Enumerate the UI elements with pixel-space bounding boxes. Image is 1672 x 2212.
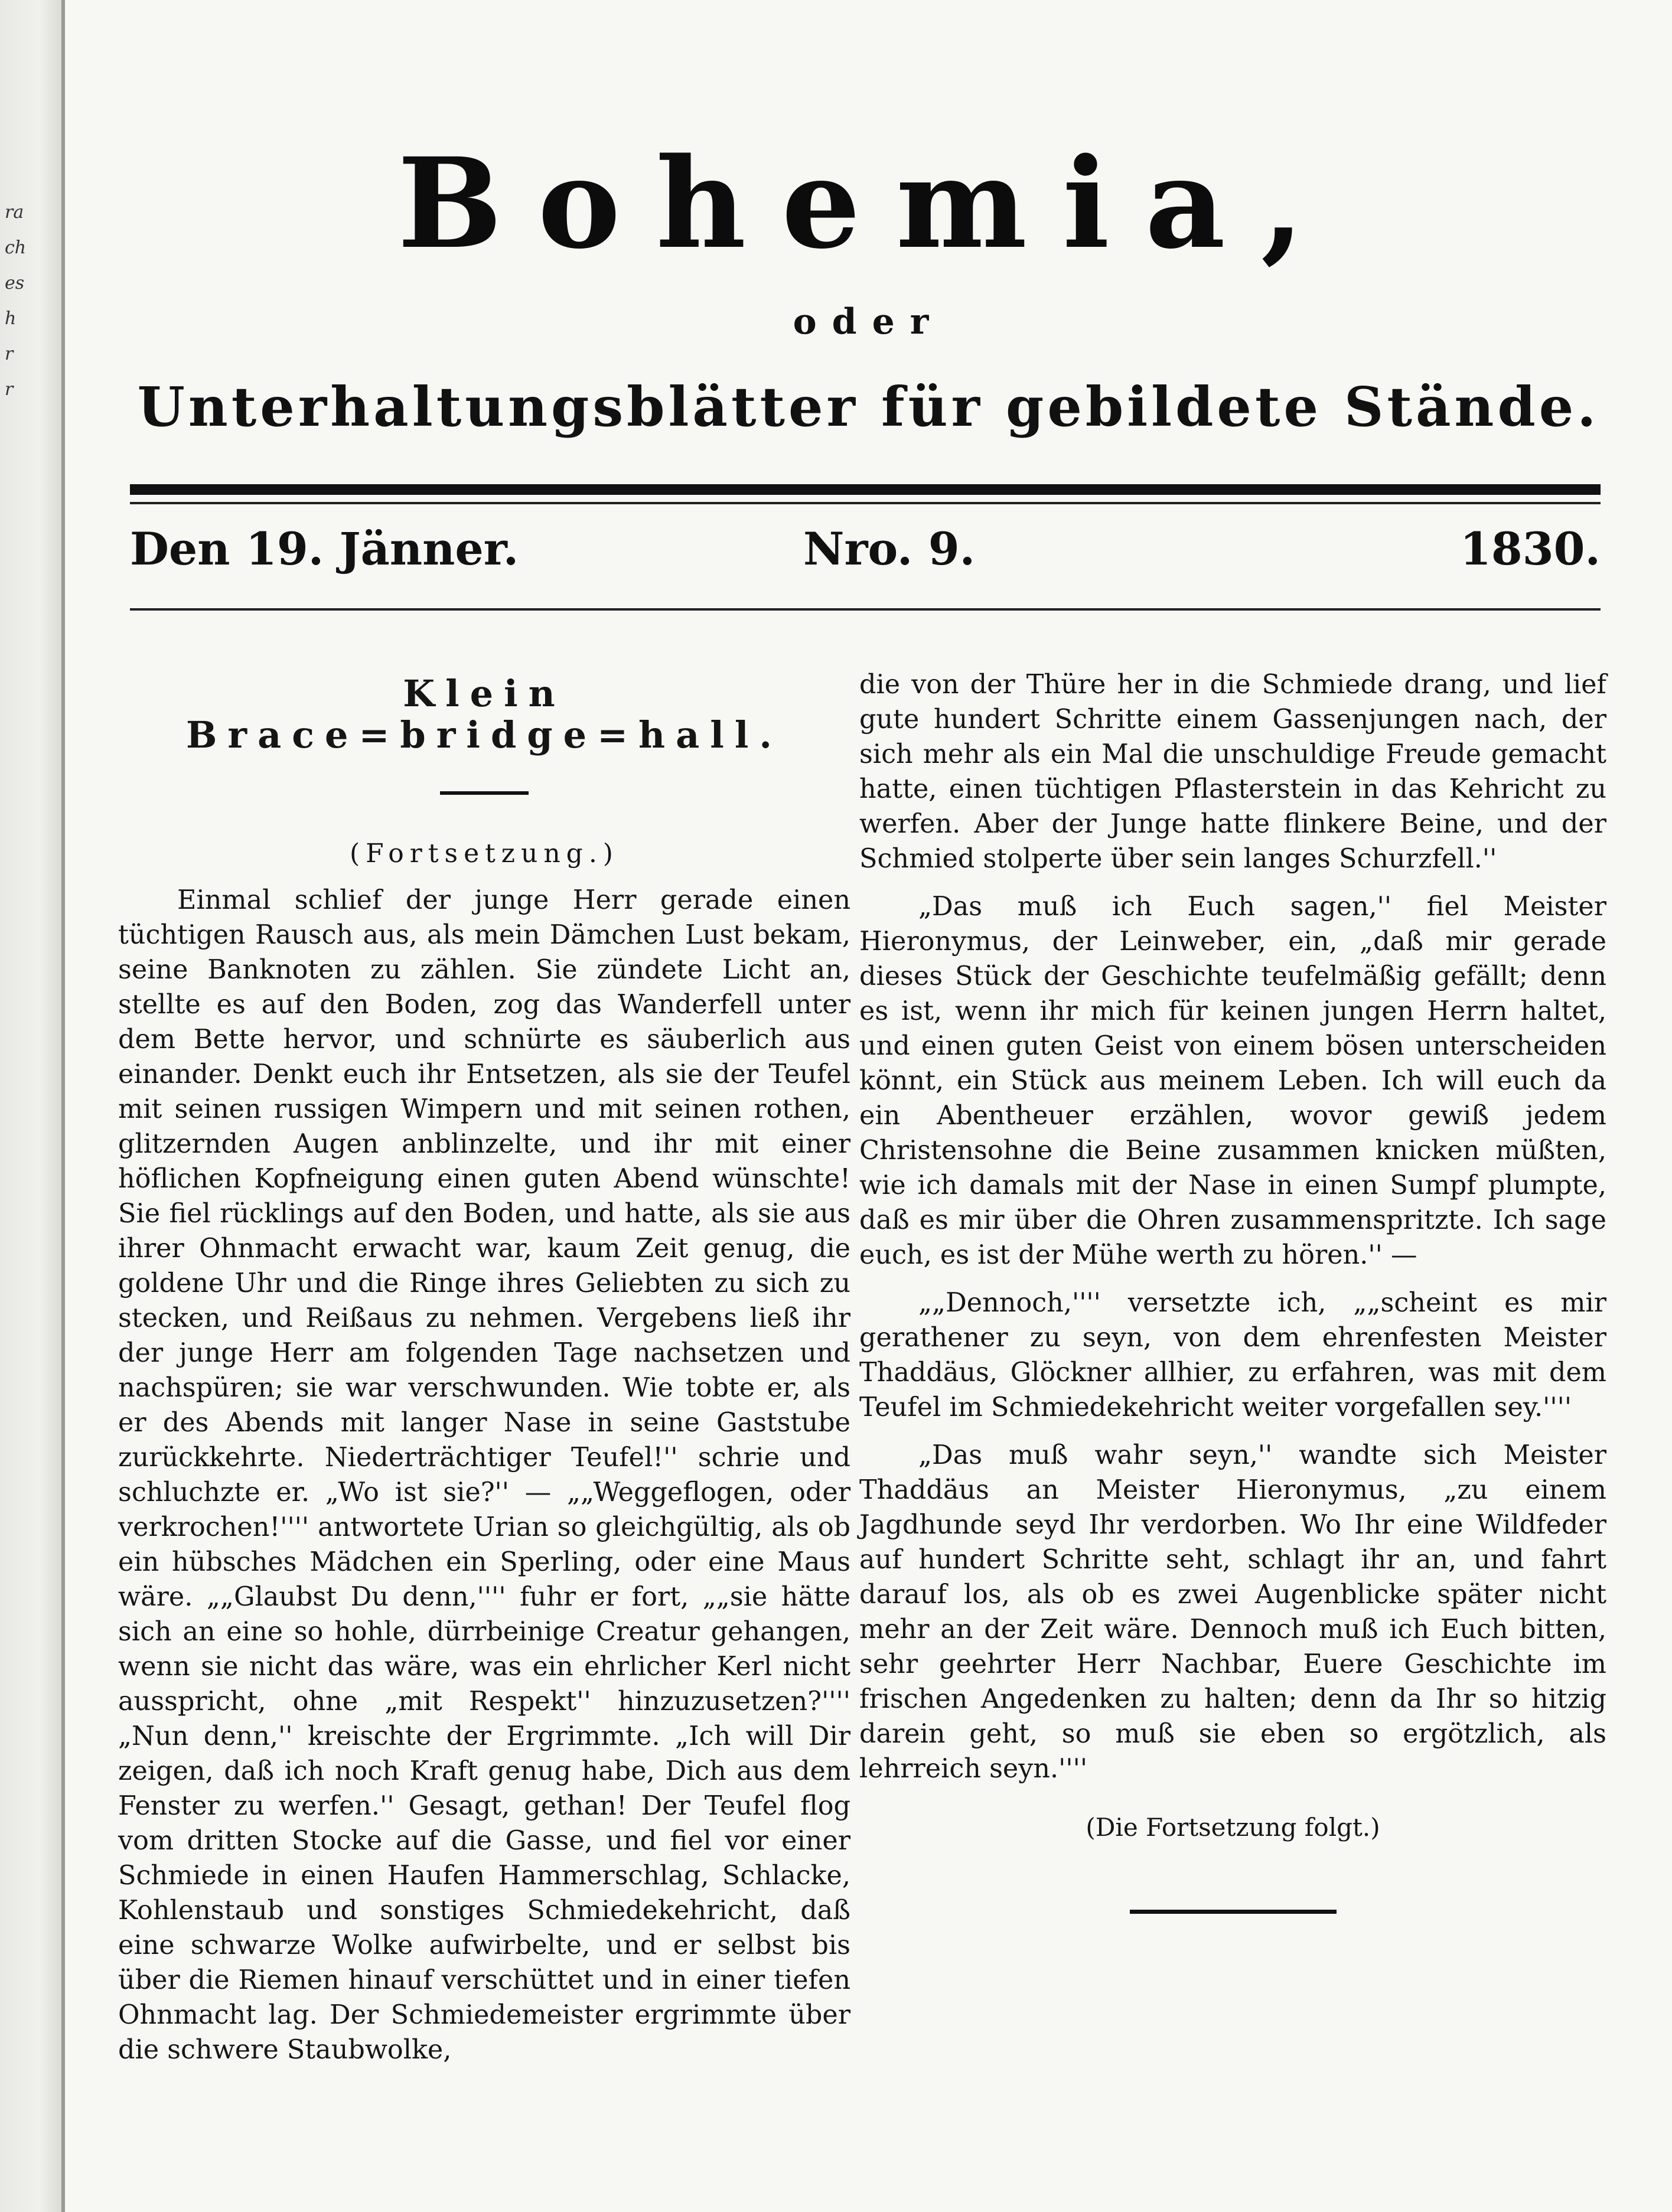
- dateline: [130, 523, 1601, 588]
- issue-date: Den 19. Jänner.: [130, 523, 519, 575]
- newspaper-subtitle: Unterhaltungsblätter für gebildete Stände.: [137, 375, 1600, 439]
- dateline-rule: [130, 608, 1601, 611]
- fragment: ra: [5, 202, 24, 223]
- article-end-rule: [1130, 1910, 1337, 1914]
- masthead-oder: oder: [793, 301, 944, 342]
- newspaper-page: [65, 0, 1672, 2212]
- article-paragraph: die von der Thüre her in die Schmiede drang, und lief gute hundert Schritte einem Gassenjungen nach, der sich mehr als ein Mal die unschuldige Freude gemacht hatte, einen tüchtigen Pflasterstein in das Kehricht zu werfen. Aber der Junge hatte flinkere Beine, und der Schmied stolperte über sein langes Schurzfell.'': [859, 670, 1606, 874]
- masthead: [65, 130, 1672, 276]
- issue-year: 1830.: [1460, 523, 1601, 575]
- issue-number: Nro. 9.: [803, 523, 976, 575]
- article-title: Klein Brace=bridge=hall.: [186, 672, 783, 756]
- newspaper-title: Bohemia,: [397, 130, 1339, 276]
- article-paragraph: „Das muß ich Euch sagen,'' fiel Meister Hieronymus, der Leinweber, ein, „daß mir gerade dieses Stück der Geschichte teufelmäßig gefällt; denn es ist, wenn ihr mich für keinen jungen Herrn haltet, und einen guten Geist von einem bösen unterscheiden könnt, ein Stück aus meinem Leben. Ich will euch da ein Abentheuer erzählen, wovor gewiß jedem Christensohne die Beine zusammen knicken müßten, wie ich damals mit der Nase in einen Sumpf plumpte, daß es mir über die Ohren zusammenspritzte. Ich sage euch, es ist der Mühe werth zu hören.'' —: [859, 892, 1606, 1270]
- article-paragraph: Einmal schlief der junge Herr gerade einen tüchtigen Rausch aus, als mein Dämchen Lust bekam, seine Banknoten zu zählen. Sie zündete Licht an, stellte es auf den Boden, zog das Wanderfell unter dem Bette hervor, und schnürte es säuberlich aus einander. Denkt euch ihr Entsetzen, als sie der Teufel mit seinen russigen Wimpern und mit seinen rothen, glitzernden Augen anblinzelte, und ihr mit einer höflichen Kopfneigung einen guten Abend wünschte! Sie fiel rücklings auf den Boden, und hatte, als sie aus ihrer Ohnmacht erwacht war, kaum Zeit genug, die goldene Uhr und die Ringe ihres Geliebten zu sich zu stecken, und Reißaus zu nehmen. Vergebens ließ ihr der junge Herr am folgenden Tage nachsetzen und nachspüren; sie war verschwunden. Wie tobte er, als er des Abends mit langer Nase in seine Gaststube zurückkehrte. Niederträchtiger Teufel!'' schrie und schluchzte er. „Wo ist sie?'' — „„Weggeflogen, oder verkrochen!'''' antwortete Urian so gleichgültig, als ob ein hübsches Mädchen ein Sperling, oder eine Maus wäre. „„Glaubst Du denn,'''' fuhr er fort, „„sie hätte sich an eine so hohle, dürrbeinige Creatur gehangen, wenn sie nicht das wäre, was ein ehrlicher Kerl nicht ausspricht, ohne „mit Respekt'' hinzuzusetzen?'''' „Nun denn,'' kreischte der Ergrimmte. „Ich will Dir zeigen, daß ich noch Kraft genug habe, Dich aus dem Fenster zu werfen.'' Gesagt, gethan! Der Teufel flog vom dritten Stocke auf die Gasse, und fiel vor einer Schmiede in einen Haufen Hammerschlag, Schlacke, Kohlenstaub und sonstiges Schmiedekehricht, daß eine schwarze Wolke aufwirbelte, und er selbst bis über die Riemen hinauf verschüttet und in einer tiefen Ohnmacht lag. Der Schmiedemeister ergrimmte über die schwere Staubwolke,: [118, 885, 850, 2065]
- to-be-continued-note: (Die Fortsetzung folgt.): [1086, 1813, 1380, 1842]
- fragment: h: [5, 308, 17, 329]
- fragment: r: [5, 344, 14, 364]
- right-column: [859, 667, 1606, 1914]
- adjacent-page-fragments: [5, 195, 40, 407]
- masthead-rule-thin: [130, 502, 1601, 504]
- article-paragraph: „Das muß wahr seyn,'' wandte sich Meister Thaddäus an Meister Hieronymus, „zu einem Jagdhunde seyd Ihr verdorben. Wo Ihr eine Wildfeder auf hundert Schritte seht, schlagt ihr an, und fahrt darauf los, als ob es zwei Augenblicke später nicht mehr an der Zeit wäre. Dennoch muß ich Euch bitten, sehr geehrter Herr Nachbar, Euere Geschichte im frischen Angedenken zu halten; denn da Ihr so hitzig darein geht, so muß sie eben so ergötzlich, als lehrreich seyn.'''': [859, 1440, 1606, 1784]
- fragment: es: [5, 273, 25, 293]
- fragment: r: [5, 379, 14, 400]
- article-title-rule: [440, 791, 529, 795]
- continuation-note: (Fortsetzung.): [350, 839, 619, 869]
- left-column: [118, 673, 850, 2080]
- article-paragraph: „„Dennoch,'''' versetzte ich, „„scheint es mir gerathener zu seyn, von dem ehrenfesten Meister Thaddäus, Glöckner allhier, zu erfahren, was mit dem Teufel im Schmiedekehricht weiter vorgefallen sey.'''': [859, 1288, 1606, 1423]
- masthead-rule-thick: [130, 484, 1601, 495]
- fragment: ch: [5, 237, 27, 258]
